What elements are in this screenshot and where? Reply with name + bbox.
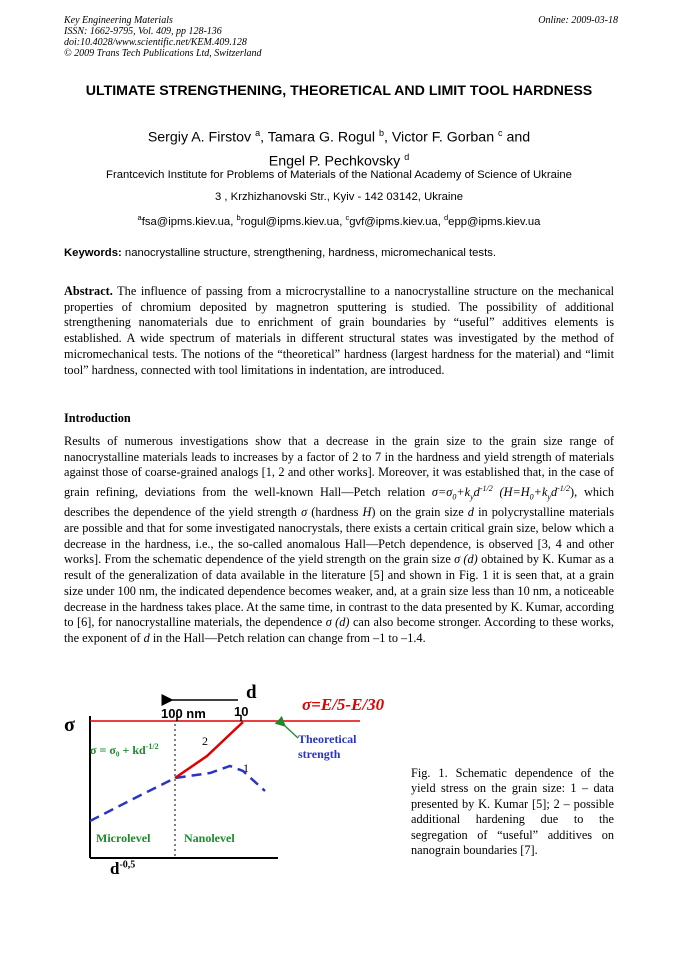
address: 3 , Krzhizhanovski Str., Kyiv - 142 03142, Ukraine: [214, 191, 464, 203]
figure-caption: Fig. 1. Schematic dependence of the yield stress on the grain size: 1 – data presented by K. Kumar [5]; 2 – possible additional hardening due to the segregation of “useful” additives on nanograin boundaries [7].: [411, 766, 614, 858]
doi: doi:10.4028/www.scientific.net/KEM.409.128: [64, 37, 247, 48]
email-sup: d: [444, 213, 449, 222]
intro-text: in polycrystalline materials are possible and that for some investigated nanocrystals, there exists a certain critical grain size, below which a decrease in the hardness, i.e., the so-called anomalous Hall—Petch dependence, is observed [3, 4 and other works]. From the schematic dependence of the yield strength on the grain size: [64, 505, 615, 567]
hp-exponent: -1/2: [145, 742, 159, 751]
tick-label-100: 100 nm: [161, 706, 206, 721]
email-sup: c: [345, 213, 350, 222]
copyright: © 2009 Trans Tech Publications Ltd, Switzerland: [64, 48, 262, 59]
paper-title: ULTIMATE STRENGTHENING, THEORETICAL AND LIMIT TOOL HARDNESS: [85, 83, 593, 99]
curve-2: [175, 722, 243, 778]
email-sup: a: [137, 213, 142, 222]
hall-petch-label: [90, 742, 159, 758]
author-sup: c: [498, 128, 503, 138]
figure-1: [60, 682, 400, 886]
keywords-label: Keywords:: [64, 247, 122, 259]
intro-text: (hardness: [311, 505, 359, 520]
email-link[interactable]: gvf@ipms.kiev.ua: [349, 215, 438, 228]
d-label: d: [246, 682, 257, 703]
tick-label-10: 10: [234, 704, 249, 719]
email-list: $^a$fsa@ipms.kiev.ua, $^b$rogul@ipms.kiev.ua, $^c$gvf@ipms.kiev.ua, $^d$epp@ipms.kiev.ua: [137, 213, 541, 228]
affiliation: Frantcevich Institute for Problems of Materials of the National Academy of Science of Ukraine: [106, 169, 572, 181]
author-list: Sergiy A. Firstov $^a$, Tamara G. Rogul $^b$, Victor F. Gorban $^c$ and Engel P. Pechkovsky $^d$: [147, 128, 531, 170]
sigma-formula: σ=E/5-E/30: [302, 695, 385, 714]
keywords-text: nanocrystalline structure, strengthening, hardness, micromechanical tests.: [124, 247, 496, 259]
intro-text: , which describes the dependence of the yield strength: [64, 485, 615, 520]
figure-svg: [60, 686, 400, 886]
author-sup: b: [378, 128, 384, 138]
email-sup: b: [236, 213, 241, 222]
intro-text: obtained by K. Kumar as a result of the generalization of data available in the literature [5] and shown in Fig. 1 it is seen that, at a grain size under 100 nm, the indicated dependence becomes weaker, and, at a grain size less than 10 nm, a noticeable decrease in the hardness takes place. At the same time, in contrast to the data presented by K. Kumar, according to [6], for nanocrystalline materials, the dependence: [64, 552, 614, 630]
intro-text: ) on the grain size: [371, 505, 464, 520]
author-sup: d: [404, 151, 410, 162]
theoretical-arrow: [285, 726, 298, 738]
abstract-text: The influence of passing from a microcrystalline to a nanocrystalline structure on the mechanical properties of chromium deposited by magnetron sputtering is studied. The possibility of additional strengthening nanomaterials due to enrichment of grain boundaries by “useful” additives elements is established. A wide spectrum of materials in different structural states was investigated by the method of micromechanical tests. The notions of the “theoretical” hardness (largest hardness for the material) and “limit tool” hardness, connected with tool limitations in indentation, are introduced.: [64, 284, 614, 377]
email-link[interactable]: fsa@ipms.kiev.ua: [141, 215, 231, 228]
theoretical-label: Theoretical: [298, 732, 357, 746]
abstract: [64, 284, 614, 378]
hall-petch-formula: $\sigma=\sigma_0+k_yd^{-1/2}$ ($H=H_0+k_yd^{-1/2}$: [431, 484, 571, 502]
strength-label: strength: [298, 747, 341, 761]
nanolevel-label: Nanolevel: [184, 831, 235, 845]
intro-text: Results of numerous investigations show that a decrease in the grain size to the grain size range of nanocrystalline materials leads to increases by a factor of 2 to 7 in the hardness and yield strength of materials against those of coarse-grained analogs [1, 2 and other works]. Moreover, it was established that, in the case of grain refining, deviations from the well-known Hall—Petch relation: [64, 434, 614, 500]
author-name: Victor F. Gorban: [391, 129, 495, 146]
email-link[interactable]: rogul@ipms.kiev.ua: [240, 215, 340, 228]
intro-text: can also become stronger. According to these works, the exponent of: [64, 615, 614, 645]
curve-2-label: 2: [202, 734, 208, 748]
x-axis-exponent: -0,5: [119, 859, 136, 871]
microlevel-label: Microlevel: [96, 831, 151, 845]
x-axis-var: d: [110, 859, 120, 878]
email-link[interactable]: epp@ipms.kiev.ua: [448, 215, 541, 228]
author-sup: a: [255, 128, 261, 138]
journal-header: [64, 15, 262, 59]
author-name: Tamara G. Rogul: [267, 129, 375, 146]
curve-1: [90, 766, 265, 821]
intro-heading: Introduction: [64, 411, 131, 425]
sigma-axis-label: σ: [64, 714, 75, 736]
curve-1-label: 1: [243, 761, 249, 775]
hp-formula: σ = σ₀ + kd: [90, 743, 146, 757]
online-date: Online: 2009-03-18: [538, 15, 618, 26]
x-axis-label: [110, 859, 135, 879]
author-name: Sergiy A. Firstov: [147, 129, 252, 146]
abstract-label: Abstract.: [64, 284, 113, 298]
keywords: [64, 246, 616, 260]
intro-paragraph: Results of numerous investigations show that a decrease in the grain size to the grain size range of nanocrystalline materials leads to increases by a factor of 2 to 7 in the hardness and yield strength of materials against those of coarse-grained analogs [1, 2 and other works]. Moreover, it was established that, in the case of grain refining, deviations from the well-known Hall—Petch relation $\sigma=\sigma_0+k_yd^{-1/2}$ $(H=H_0+k_yd^{-1/2})$, which describes the dependence of the yield strength σ (hardness H) on the grain size d in polycrystalline materials are possible and that for some investigated nanocrystals, there exists a certain critical grain size, below which a decrease in the hardness, i.e., the so-called anomalous Hall—Petch dependence, is observed [3, 4 and other works]. From the schematic dependence of the yield strength on the grain size σ (d) obtained by K. Kumar as a result of the generalization of data available in the literature [5] and shown in Fig. 1 it is seen that, at a grain size under 100 nm, the indicated dependence becomes weaker, and, at a grain size less than 10 nm, a noticeable decrease in the hardness takes place. At the same time, in contrast to the data presented by K. Kumar, according to [6], for nanocrystalline materials, the dependence σ (d) can also become stronger. According to these works, the exponent of d in the Hall—Petch relation can change from –1 to –1.4.: [64, 434, 615, 645]
issn: ISSN: 1662-9795, Vol. 409, pp 128-136: [64, 26, 222, 37]
journal-name: Key Engineering Materials: [64, 15, 173, 26]
author-name: Engel P. Pechkovsky: [268, 153, 401, 170]
intro-text: in the Hall—Petch relation can change from –1 to –1.4.: [152, 630, 426, 645]
